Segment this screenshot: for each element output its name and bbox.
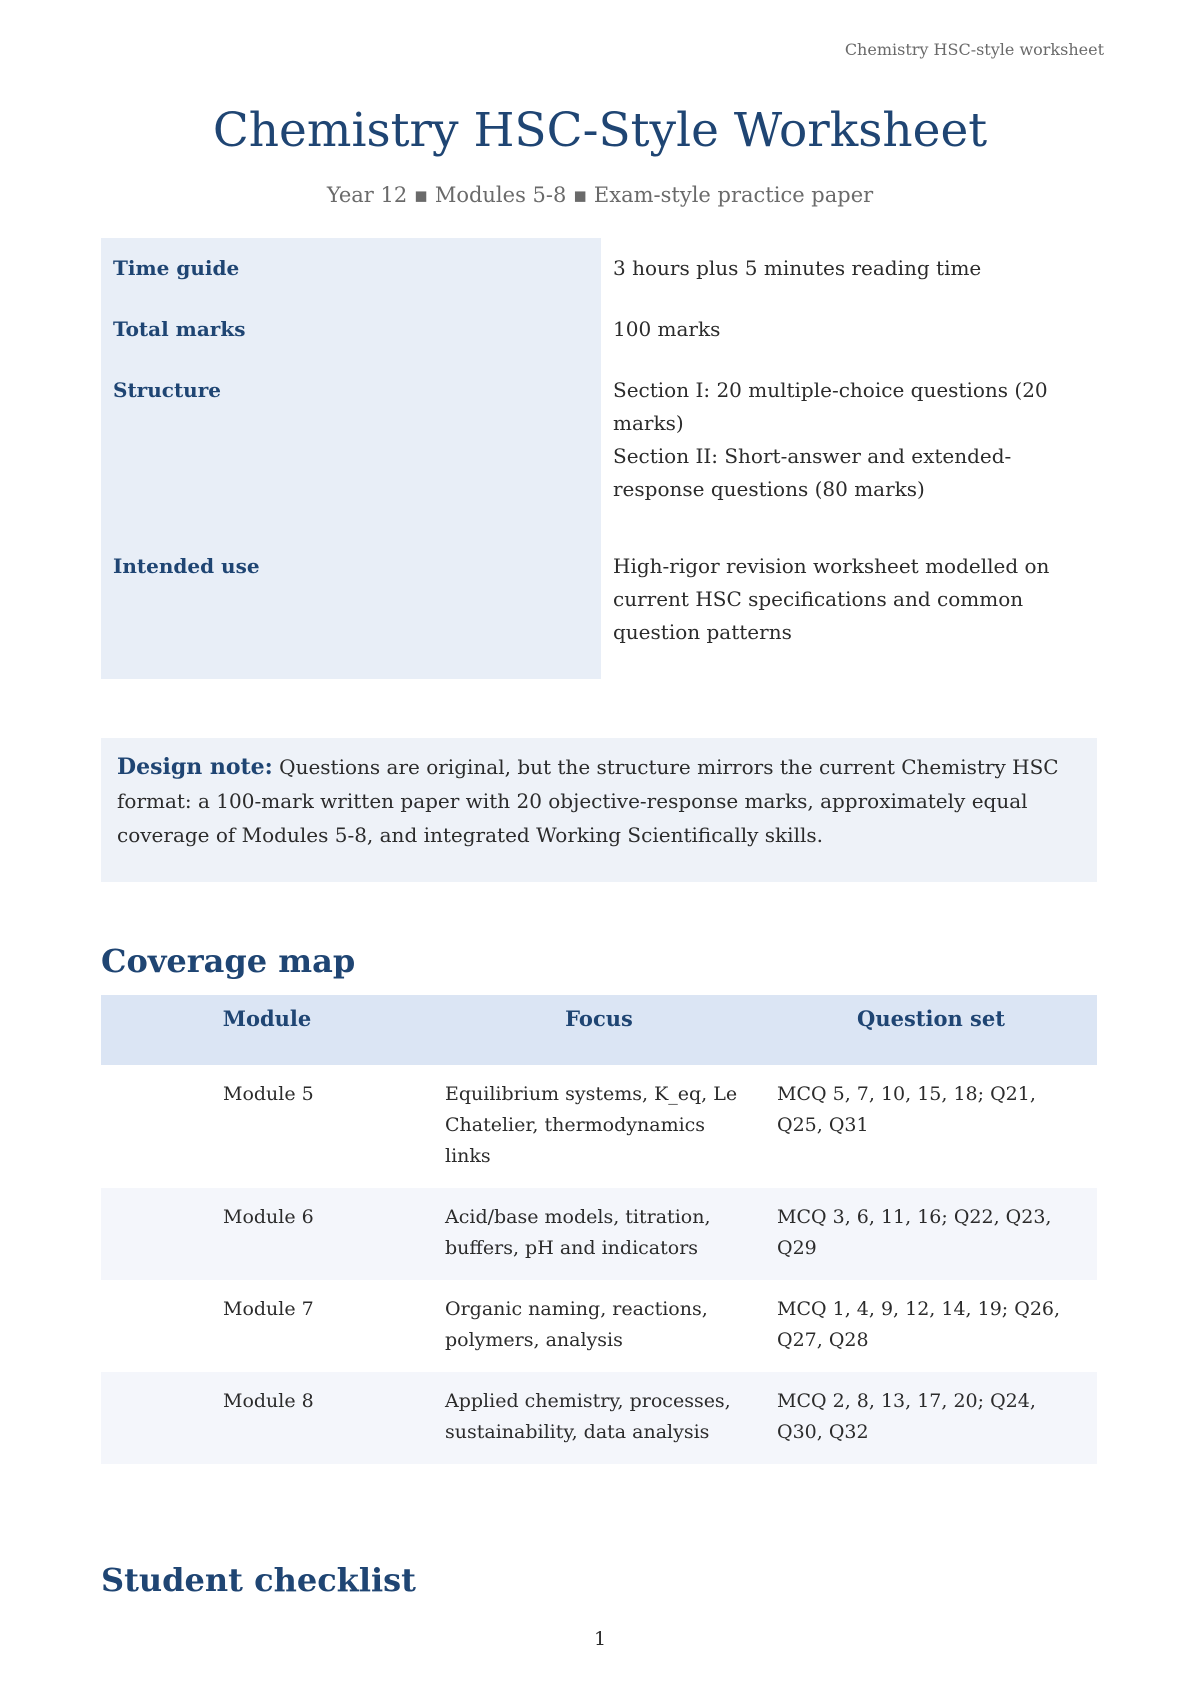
running-header: Chemistry HSC-style worksheet <box>844 40 1104 59</box>
column-header-focus: Focus <box>433 995 765 1065</box>
cell-questions: MCQ 3, 6, 11, 16; Q22, Q23, Q29 <box>765 1188 1097 1280</box>
cell-focus: Applied chemistry, processes, sustainability, data analysis <box>433 1372 765 1464</box>
info-label: Structure <box>101 360 601 536</box>
checklist-heading: Student checklist <box>101 1561 416 1599</box>
info-label: Time guide <box>101 238 601 299</box>
page-title: Chemistry HSC-Style Worksheet <box>212 103 988 158</box>
structure-section-2: Section II: Short-answer and extended-response questions (80 marks) <box>613 444 1012 501</box>
info-label: Intended use <box>101 536 601 679</box>
cell-module: Module 7 <box>223 1298 314 1320</box>
info-row-total-marks <box>101 299 1097 360</box>
cell-questions: MCQ 5, 7, 10, 15, 18; Q21, Q25, Q31 <box>777 1083 1036 1136</box>
design-note-label: Design note: <box>117 754 273 780</box>
info-value: 100 marks <box>601 299 1097 360</box>
table-row <box>101 1372 1097 1464</box>
info-row-time-guide <box>101 238 1097 299</box>
coverage-header-row <box>101 995 1097 1065</box>
design-note-box <box>101 738 1097 882</box>
coverage-heading: Coverage map <box>101 942 356 980</box>
page-number: 1 <box>593 1628 607 1650</box>
cell-questions: MCQ 2, 8, 13, 17, 20; Q24, Q30, Q32 <box>765 1372 1097 1464</box>
cell-focus: Organic naming, reactions, polymers, analysis <box>445 1298 708 1351</box>
info-row-structure <box>101 360 1097 536</box>
coverage-table <box>101 995 1097 1464</box>
table-row <box>101 1188 1097 1280</box>
info-value: High-rigor revision worksheet modelled on current HSC specifications and common question patterns <box>601 536 1097 679</box>
structure-section-1: Section I: 20 multiple-choice questions (20 marks) <box>613 378 1048 435</box>
cell-focus: Acid/base models, titration, buffers, pH and indicators <box>433 1188 765 1280</box>
design-note-text: Questions are original, but the structure mirrors the current Chemistry HSC format: a 100-mark written paper with 20 objective-response marks, approximately equal coverage of Modules 5-8, and integrated Working Scientifically skills. <box>117 755 1059 847</box>
info-value: 3 hours plus 5 minutes reading time <box>601 238 1097 299</box>
table-row <box>101 1065 1097 1188</box>
cell-questions: MCQ 1, 4, 9, 12, 14, 19; Q26, Q27, Q28 <box>777 1298 1061 1351</box>
info-value <box>601 360 1097 536</box>
info-row-intended-use <box>101 536 1097 679</box>
cell-module: Module 5 <box>223 1083 314 1105</box>
info-label: Total marks <box>101 299 601 360</box>
cell-focus: Equilibrium systems, K_eq, Le Chatelier, thermodynamics links <box>445 1083 738 1167</box>
cell-module: Module 6 <box>101 1188 433 1280</box>
table-row <box>101 1280 1097 1372</box>
page-subtitle: Year 12 ▪ Modules 5-8 ▪ Exam-style practice paper <box>326 183 874 207</box>
paper-info-table <box>101 238 1097 679</box>
cell-module: Module 8 <box>101 1372 433 1464</box>
column-header-question-set: Question set <box>765 995 1097 1065</box>
column-header-module: Module <box>101 995 433 1065</box>
